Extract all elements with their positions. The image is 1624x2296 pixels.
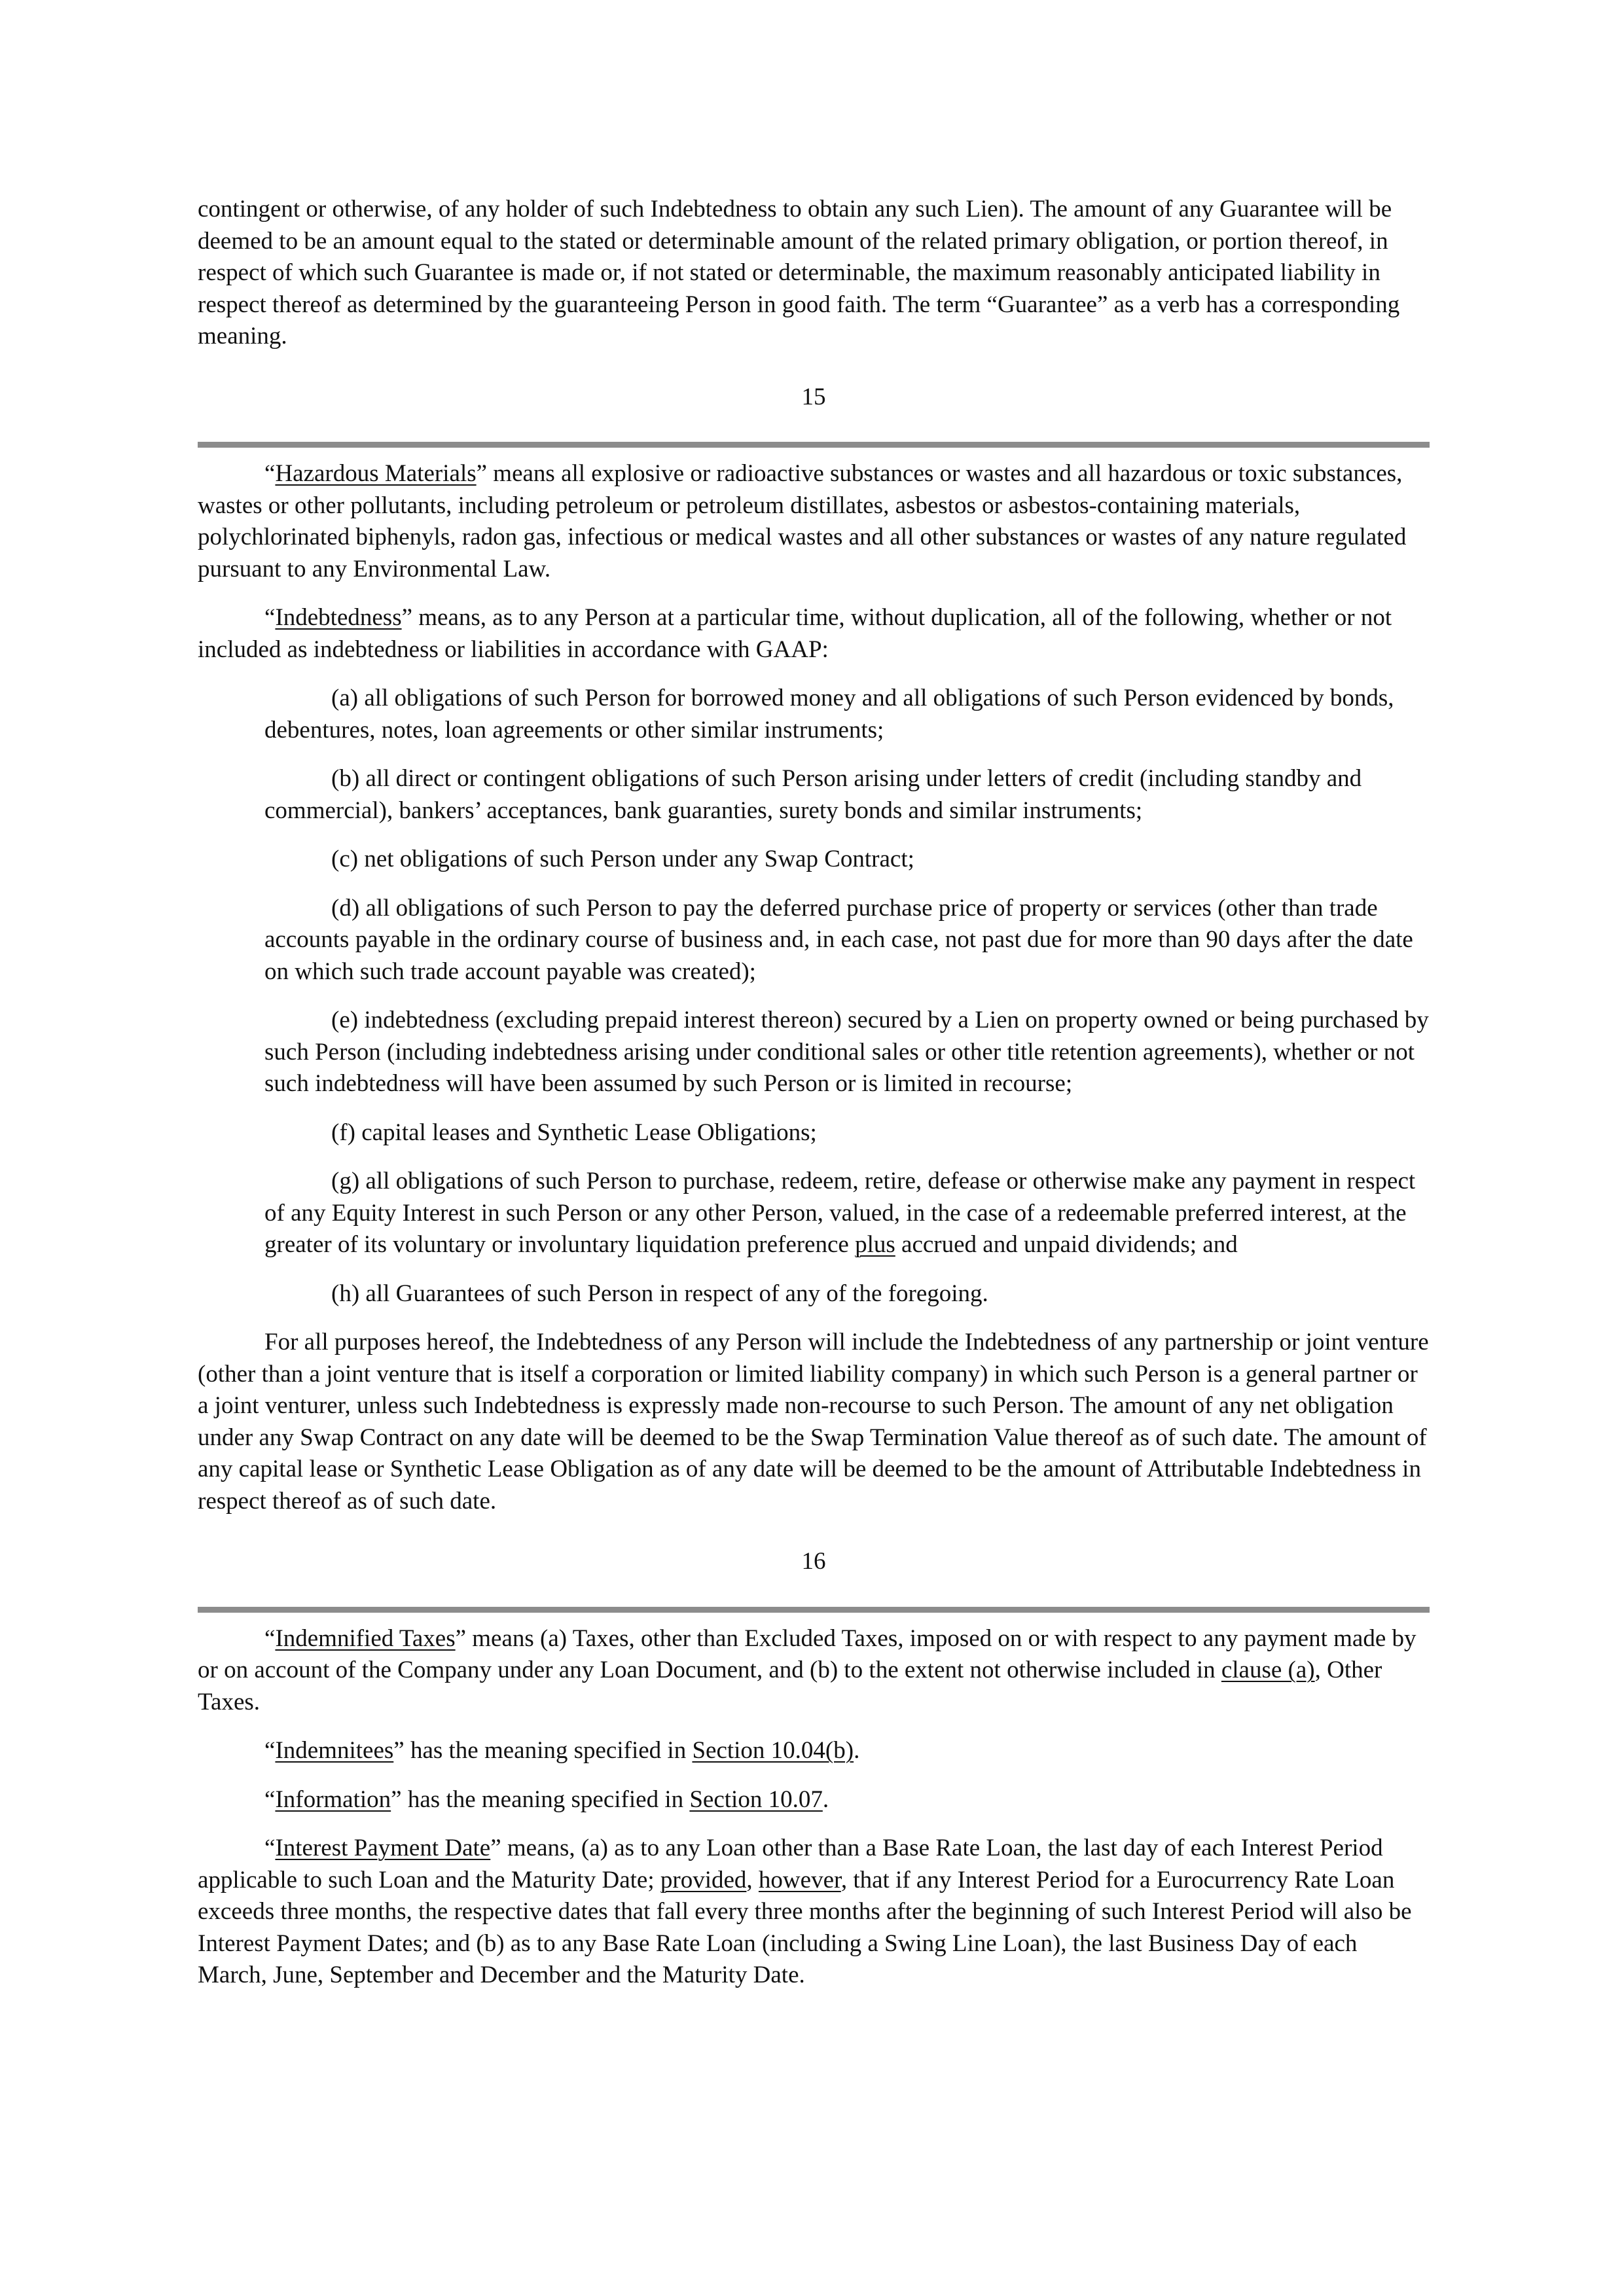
page-15-continuation: contingent or otherwise, of any holder of such Indebtedness to obtain any such Lien). The amount of any Guarantee will be deemed to be an amount equal to the stated or determinable amount of the related primary obligation, or portion thereof, in respect of which such Guarantee is made or, if not stated or determinable, the maximum reasonably anticipated liability in respect thereof as determined by the guaranteeing Person in good faith. The term “Guarantee” as a verb has a corresponding meaning.: [198, 196, 1400, 350]
emphasis-however: however: [758, 1866, 841, 1893]
cross-reference-section-10-04-b: Section 10.04(b): [692, 1737, 854, 1764]
definition-indebtedness: [198, 602, 1430, 666]
definition-text: ” has the meaning specified in: [393, 1737, 693, 1764]
cross-reference-section-10-07: Section 10.07: [689, 1785, 823, 1813]
period: .: [854, 1737, 860, 1764]
defined-term-hazardous-materials: Hazardous Materials: [275, 460, 477, 487]
definition-text: ” means all explosive or radioactive substances or wastes and all hazardous or toxic substances, wastes or other pollutants, including petroleum or petroleum distillates, asbestos or asbestos-containing materials, polychlorinated biphenyls, radon gas, infectious or medical wastes and all other substances or wastes of any nature regulated pursuant to any Environmental Law.: [198, 460, 1407, 583]
indebtedness-closing-paragraph: For all purposes hereof, the Indebtedness of any Person will include the Indebtedness of any partnership or joint venture (other than a joint venture that is itself a corporation or limited liability company) in which such Person is a general partner or a joint venturer, unless such Indebtedness is expressly made non-recourse to such Person. The amount of any net obligation under any Swap Contract on any date will be deemed to be the Swap Termination Value thereof as of such date. The amount of any capital lease or Synthetic Lease Obligation as of any date will be deemed to be the amount of Attributable Indebtedness in respect thereof as of such date.: [198, 1329, 1429, 1515]
defined-term-information: Information: [275, 1785, 391, 1813]
open-quote: “: [264, 604, 276, 631]
comma: ,: [746, 1866, 759, 1893]
definition-interest-payment-date: [198, 1833, 1430, 1992]
definition-text: , that if any Interest Period for a Eurocurrency Rate Loan exceeds three months, the respective dates that fall every three months after the beginning of such Interest Period will also be Interest Payment Dates; and (b) as to any Base Rate Loan (including a Swing Line Loan), the last Business Day of each March, June, September and December and the Maturity Date.: [198, 1866, 1412, 1988]
page-break-divider: [198, 1607, 1430, 1613]
definition-text: ” has the meaning specified in: [391, 1785, 690, 1813]
indebtedness-clause-c: (c) net obligations of such Person under any Swap Contract;: [331, 846, 914, 872]
definition-text: ” means (a) Taxes, other than Excluded Taxes, imposed on or with respect to any payment made by or on account of the Company under any Loan Document, and (b) to the extent not otherwise included in: [198, 1624, 1416, 1683]
document-body: [198, 194, 1430, 1992]
defined-term-interest-payment-date: Interest Payment Date: [275, 1835, 491, 1861]
indebtedness-clause-b: (b) all direct or contingent obligations of such Person arising under letters of credit (including standby and commercial), bankers’ acceptances, bank guaranties, surety bonds and similar instruments;: [264, 765, 1362, 824]
definition-indemnified-taxes: [198, 1623, 1430, 1719]
indebtedness-clause-a: (a) all obligations of such Person for borrowed money and all obligations of such Person evidenced by bonds, debentures, notes, loan agreements or other similar instruments;: [264, 685, 1394, 744]
emphasis-provided: provided: [660, 1866, 747, 1893]
indebtedness-clause-d: (d) all obligations of such Person to pay the deferred purchase price of property or services (other than trade accounts payable in the ordinary course of business and, in each case, not past due for more than 90 days after the date on which such trade account payable was created);: [264, 894, 1413, 985]
definition-information: [198, 1784, 1430, 1816]
definition-indemnitees: [198, 1735, 1430, 1767]
defined-term-indebtedness: Indebtedness: [275, 604, 402, 631]
page-number-15: 15: [801, 383, 826, 410]
cross-reference-clause-a: clause (a): [1221, 1657, 1315, 1683]
open-quote: “: [264, 1785, 276, 1813]
open-quote: “: [264, 1835, 276, 1861]
definition-text: ” means, (a) as to any Loan other than a Base Rate Loan, the last day of each Interest Period applicable to such Loan and the Maturity Date;: [198, 1835, 1383, 1893]
indebtedness-clause-g: [198, 1166, 1430, 1261]
defined-term-indemnitees: Indemnitees: [275, 1737, 394, 1764]
indebtedness-clause-e: (e) indebtedness (excluding prepaid interest thereon) secured by a Lien on property owned or being purchased by such Person (including indebtedness arising under conditional sales or other title retention agreements), whether or not such indebtedness will have been assumed by such Person or is limited in recourse;: [264, 1007, 1429, 1097]
definition-text: ” means, as to any Person at a particular time, without duplication, all of the following, whether or not included as indebtedness or liabilities in accordance with GAAP:: [198, 604, 1392, 663]
open-quote: “: [264, 1624, 276, 1652]
indebtedness-clause-h: (h) all Guarantees of such Person in respect of any of the foregoing.: [331, 1280, 988, 1307]
definition-hazardous-materials: [198, 458, 1430, 585]
open-quote: “: [264, 1737, 276, 1764]
emphasis-plus: plus: [855, 1231, 895, 1258]
period: .: [822, 1785, 829, 1813]
page-break-divider: [198, 442, 1430, 448]
clause-text: (g) all obligations of such Person to purchase, redeem, retire, defease or otherwise make any payment in respect of any Equity Interest in such Person or any other Person, valued, in the case of a redeemable preferred interest, at the greater of its voluntary or involuntary liquidation preference: [264, 1168, 1416, 1258]
definition-text: , Other Taxes.: [198, 1657, 1382, 1715]
page-number-16: 16: [801, 1548, 826, 1575]
clause-text: accrued and unpaid dividends; and: [895, 1231, 1238, 1258]
indebtedness-clause-f: (f) capital leases and Synthetic Lease Obligations;: [331, 1119, 817, 1146]
defined-term-indemnified-taxes: Indemnified Taxes: [275, 1624, 456, 1652]
open-quote: “: [264, 460, 276, 487]
